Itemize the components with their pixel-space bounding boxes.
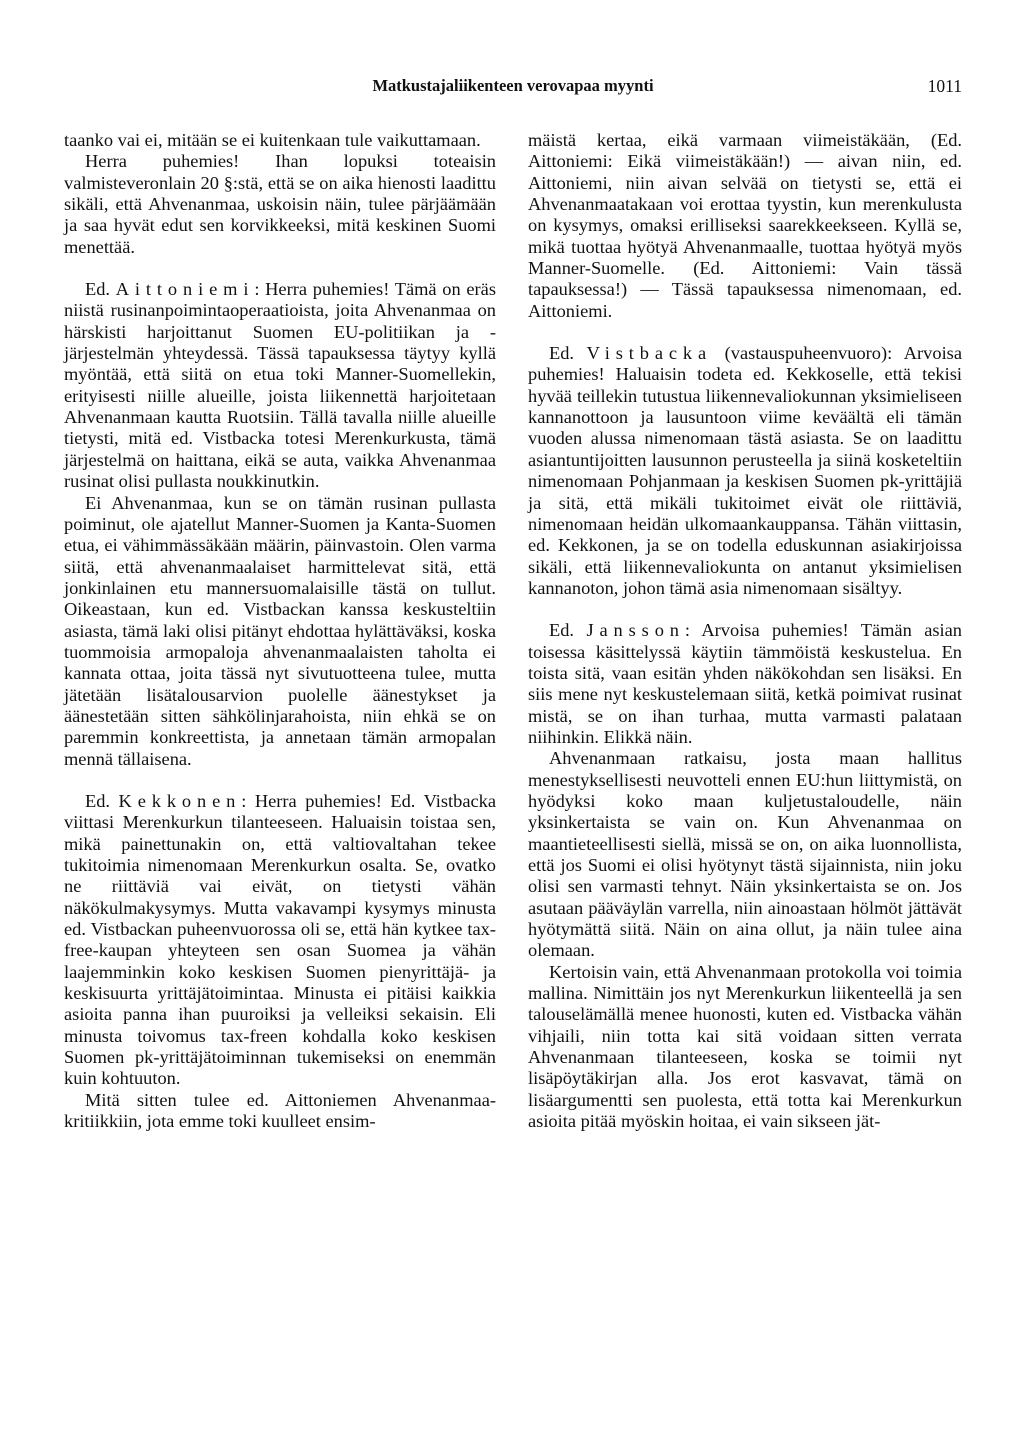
speaker-name: Aittoniemi [115,279,255,300]
right-column [528,130,962,1132]
speech-jansson [528,620,962,748]
page-header [64,76,962,106]
speech-aittoniemi [64,279,496,492]
speaker-prefix: Ed. [549,620,587,641]
paragraph: mäistä kertaa, eikä varmaan viimeistäkään, (Ed. Aittoniemi: Eikä viimeistäkään!) — aivan niin, ed. Aittoniemi, niin aivan selvää on tietysti se, että ei Ahvenanmaatakaan voi erottaa tyystin, kun merenkulusta on kysymys, omaksi erilliseksi saarekkeekseen. Kyllä se, mikä tuottaa hyötyä Ahvenanmaalle, tuottaa hyötyä myös Manner-Suomelle. (Ed. Aittoniemi: Vain tässä tapauksessa!) — Tässä tapauksessa nimenomaan, ed. Aittoniemi. [528,130,962,321]
paragraph: taanko vai ei, mitään se ei kuitenkaan tule vaikuttamaan. [64,130,481,150]
speaker-prefix: Ed. [549,343,587,364]
speaker-prefix: Ed. [85,790,119,811]
speaker-name: Vistbacka [586,343,713,364]
paragraph: Mitä sitten tulee ed. Aittoniemen Ahvenanmaa-kritiikkiin, jota emme toki kuulleet ensim- [64,1089,496,1132]
speech-vistbacka [528,343,962,599]
paragraph: Ei Ahvenanmaa, kun se on tämän rusinan pullasta poiminut, ole ajatellut Manner-Suomen ja Kanta-Suomen etua, ei vähimmässäkään määrin, päinvastoin. Olen varma siitä, että ahvenanmaalaiset harmittelevat sitä, että jonkinlainen etu mannersuomalaisille tästä on tullut. Oikeastaan, kun ed. Vistbackan kanssa keskusteltiin asiasta, tämä laki olisi pitänyt ehdottaa hylättäväksi, koska tuommoisia armopaloja ahvenanmaalaisten taholta ei kannata ottaa, joita tässä nyt sivutuotteena tulee, mutta jätetään lisätalousarvion puolelle äänestykset ja äänestetään sitten sähkölinjarahoista, niin ehkä se on paremmin konkreettista, ja annetaan tämän armopalan mennä tällaisena. [64,492,496,769]
speech-text: (vastauspuheenvuoro): Arvoisa puhemies! Haluaisin todeta ed. Kekkoselle, että tekisi hyvää teillekin tutustua liikennevaliokunnan yksimieliseen kannanottoon ja lausuntoon viime keväältä eli tämän vuoden alussa nimenomaan tästä asiasta. Se on laadittu asiantuntijoitten lausunnon perusteella ja siinä kosketeltiin nimenomaan Pohjanmaan ja keskisen Suomen pk-yrittäjiä ja sitä, että mikäli tukitoimet eivät ole riittäviä, nimenomaan heidän ulkomaankauppansa. Tähän viittasin, ed. Kekkonen, ja se on todella eduskunnan asiakirjoissa sikäli, että liikennevaliokunta on antanut yksimielisen kannanoton, johon tämä asia nimenomaan sisältyy. [528,343,963,598]
speech-text: : Herra puhemies! Tämä on eräs niistä rusinanpoimintaoperaatioista, joita Ahvenanmaa on härskisti harjoittanut Suomen EU-politiikan ja -järjestelmän yhteydessä. Tässä tapauksessa täytyy kyllä myöntää, että siitä on etua toki Manner-Suomellekin, erityisesti niille alueille, joista liikennettä harjoitetaan Ahvenanmaan kautta Ruotsiin. Tällä tavalla niille alueille tietysti, mitä ed. Vistbacka totesi Merenkurkusta, tämä järjestelmä on haittana, eikä se auta, vaikka Ahvenanmaa rusinat olisi pullasta noukkinutkin. [64,279,497,492]
running-title: Matkustajaliikenteen verovapaa myynti [372,76,654,95]
speaker-name: Kekkonen [118,790,242,811]
paragraph: Kertoisin vain, että Ahvenanmaan protokolla voi toimia mallina. Nimittäin jos nyt Merenkurkun liikenteellä ja sen talouselämällä menee huonosti, kuten ed. Vistbacka vähän vihjaili, niin totta kai sitä voidaan sitten verrata Ahvenanmaan tilanteeseen, koska se toimii nyt lisäpöytäkirjan alla. Jos erot kasvavat, tämä on lisäargumentti sen puolesta, että totta kai Merenkurkun asioita pitää myöskin hoitaa, ei vain sikseen jät- [528,961,962,1132]
paragraph: Herra puhemies! Ihan lopuksi toteaisin valmisteveronlain 20 §:stä, että se on aika hienosti laadittu sikäli, että Ahvenanmaa, uskoisin näin, tulee pärjäämään ja saa hyvät edut sen korvikkeeksi, mitä keskinen Suomi menettää. [64,151,496,257]
left-column [64,130,496,1132]
speech-text: : Herra puhemies! Ed. Vistbacka viittasi Merenkurkun tilanteeseen. Haluaisin toistaa sen, mikä painettunakin on, että valtiovaltahan tekee tukitoimia nimenomaan Merenkurkun osalta. Se, ovatko ne riittäviä vai eivät, on tietysti vähän näkökulmakysymys. Mutta vakavampi kysymys minusta ed. Vistbackan puheenvuorossa oli se, että hän kytkee tax-free-kaupan yhteyteen sen osan Suomea ja vähän laajemminkin koko keskisen Suomen pienyrittäjä- ja keskisuurta yrittäjätoimintaa. Minusta ei pitäisi kaikkia asioita panna ihan puuroiksi ja velleiksi sekaisin. Eli minusta toivomus tax-freen kohdalla koko keskisen Suomen pk-yrittäjätoiminnan tukemiseksi on enemmän kuin kohtuuton. [64,790,496,1089]
page-number: 1011 [927,76,962,96]
speaker-prefix: Ed. [85,279,116,300]
speech-text: : Arvoisa puhemies! Tämän asian toisessa käsittelyssä käytiin tämmöistä keskustelua. En toista sitä, vaan esitän yhden näkökohdan sen lisäksi. En siis mene nyt keskustelemaan siitä, ketkä poimivat rusinat mistä, se on ihan turhaa, mutta varmasti palataan niihinkin. Elikkä näin. [528,620,962,747]
speaker-name: Jansson [586,620,685,641]
paragraph: Ahvenanmaan ratkaisu, josta maan hallitus menestyksellisesti neuvotteli ennen EU:hun liittymistä, on hyödyksi koko maan kuljetustaloudelle, näin yksinkertaista se vain on. Kun Ahvenanmaa on maantieteellisesti siellä, missä se on, on aika luonnollista, että jos Suomi ei olisi hyötynyt tästä sijainnista, niin joku olisi sen varmasti tehnyt. Näin yksinkertaista se on. Jos asutaan pääväylän varrella, niin ainoastaan hölmöt jättävät hyötymättä siitä. Näin on aina ollut, ja näin tulee aina olemaan. [528,748,962,961]
speech-kekkonen [64,791,496,1090]
